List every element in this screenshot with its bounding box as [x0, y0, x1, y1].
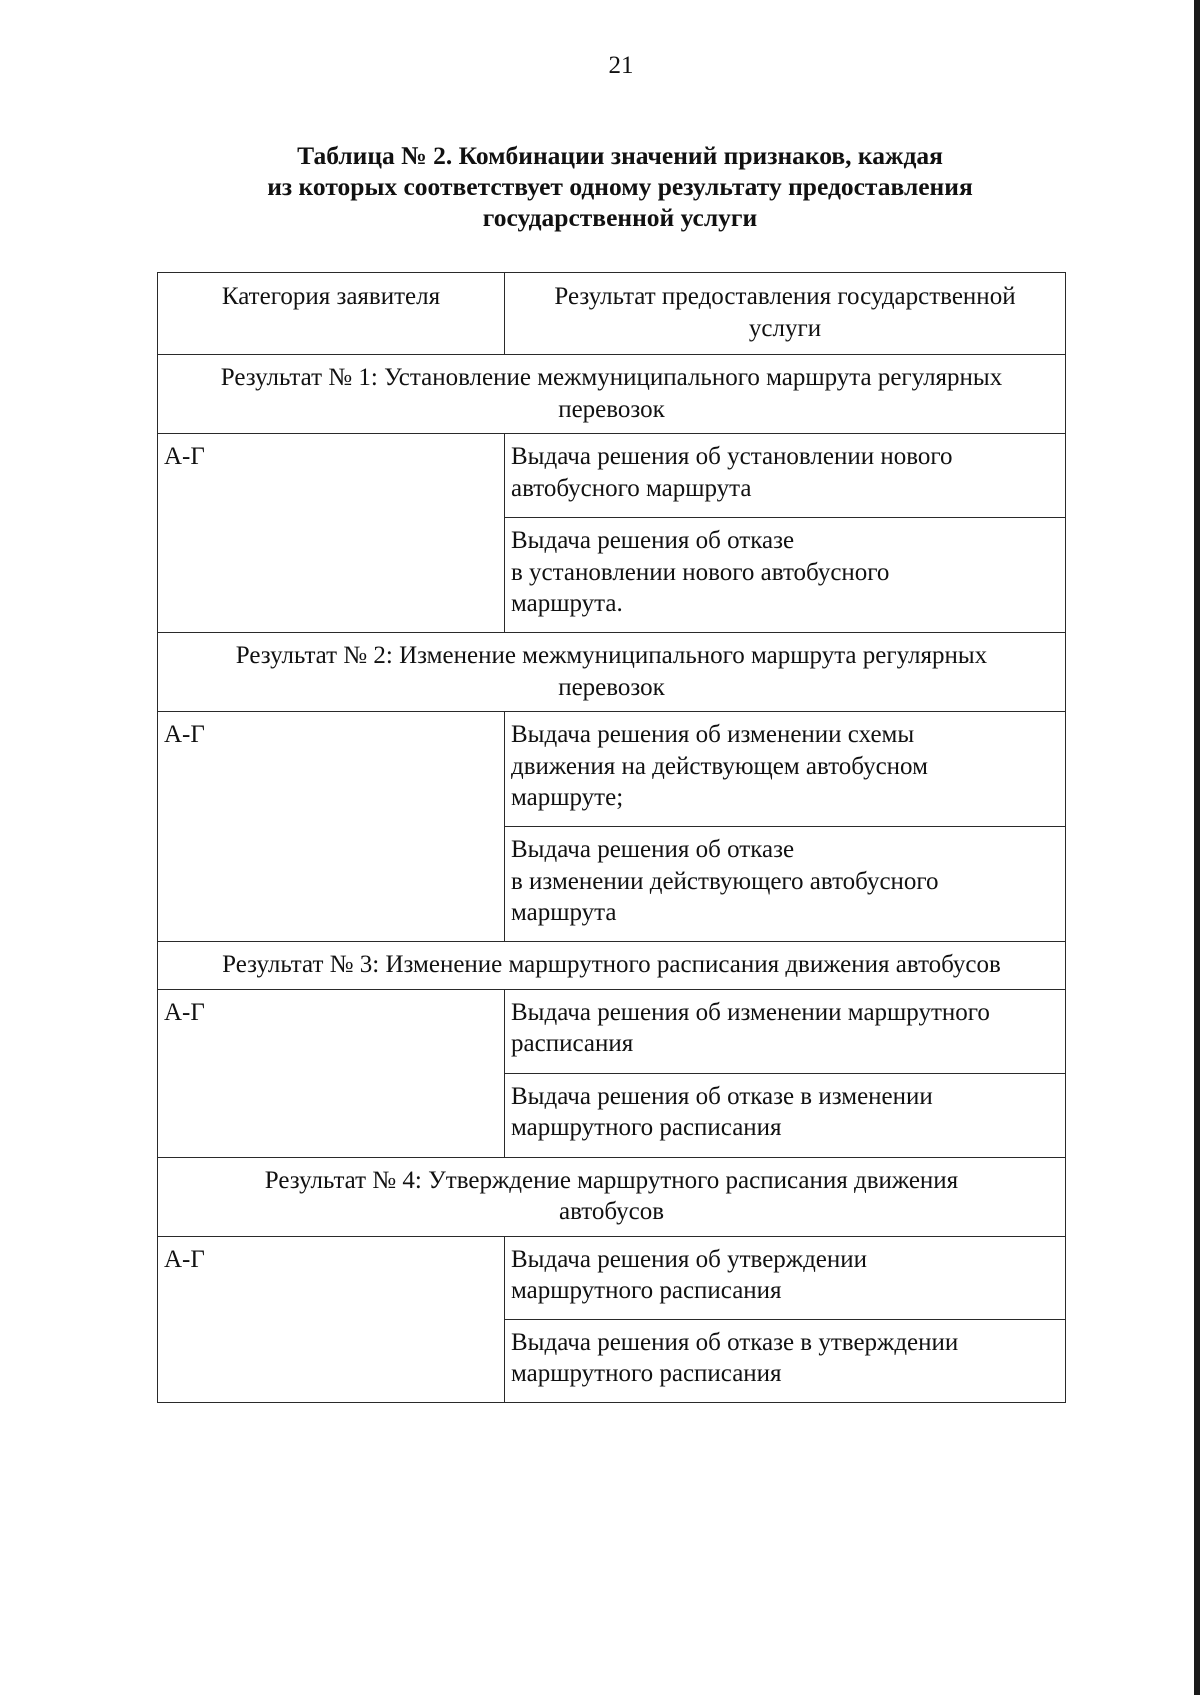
result-line: маршрута	[511, 899, 617, 926]
group-title-cell	[158, 633, 1066, 712]
result-line: Выдача решения об изменении схемы	[511, 721, 915, 748]
result-line: Выдача решения об отказе в изменении	[511, 1082, 933, 1110]
group-title-line: Результат № 3: Изменение маршрутного расписания движения автобусов	[222, 951, 1001, 978]
group-title-line: автобусов	[558, 1198, 665, 1225]
result-line: Выдача решения об изменении маршрутного	[511, 998, 990, 1026]
result-line: маршрутного расписания	[511, 1277, 782, 1304]
table-row	[158, 434, 1066, 518]
result-cell	[505, 434, 1066, 518]
group-title-cell	[158, 942, 1066, 990]
group-title-line: перевозок	[558, 395, 665, 423]
result-line: маршруте;	[511, 784, 624, 811]
table-title-line: государственной услуги	[482, 203, 758, 232]
result-line: Выдача решения об отказе в утверждении	[511, 1328, 959, 1356]
header-result-cell	[505, 273, 1066, 355]
result-cell	[505, 989, 1066, 1073]
result-cell	[505, 1236, 1066, 1319]
table-title-line: из которых соответствует одному результату предоставления	[267, 172, 973, 201]
result-line: Выдача решения об отказе	[511, 527, 795, 554]
result-cell	[505, 1073, 1066, 1157]
group-title-cell	[158, 1157, 1066, 1236]
scan-page-edge	[1194, 0, 1200, 1695]
result-line: в установлении нового автобусного	[511, 558, 890, 586]
result-cell	[505, 518, 1066, 633]
result-line: маршрутного расписания	[511, 1360, 782, 1387]
result-line: Выдача решения об отказе	[511, 836, 795, 863]
group-title-line: перевозок	[558, 673, 665, 701]
group-title-row	[158, 942, 1066, 990]
applicant-category-cell: А-Г	[158, 434, 505, 633]
result-line: в изменении действующего автобусного	[511, 867, 939, 895]
result-line: маршрутного расписания	[511, 1114, 782, 1141]
group-title-line: Результат № 2: Изменение межмуниципального маршрута регулярных	[235, 642, 988, 669]
group-title-row	[158, 1157, 1066, 1236]
applicant-category-cell: А-Г	[158, 712, 505, 942]
table-title-line: Таблица № 2. Комбинации значений признаков, каждая	[297, 141, 943, 170]
table-title	[180, 140, 1060, 233]
applicant-category-cell: А-Г	[158, 1236, 505, 1402]
result-cell	[505, 712, 1066, 827]
result-cell	[505, 827, 1066, 942]
group-title-line: Результат № 1: Установление межмуниципального маршрута регулярных	[220, 364, 1003, 391]
result-cell	[505, 1319, 1066, 1402]
result-line: движения на действующем автобусном	[511, 752, 928, 780]
header-result-label-line: Результат предоставления государственной	[554, 283, 1016, 310]
group-title-line: Результат № 4: Утверждение маршрутного расписания движения	[264, 1166, 959, 1194]
header-category-label: Категория заявителя	[221, 283, 441, 310]
result-line: расписания	[511, 1030, 634, 1057]
table-row	[158, 1236, 1066, 1319]
applicant-category-cell: А-Г	[158, 989, 505, 1157]
result-line: маршрута.	[511, 590, 623, 617]
result-line: Выдача решения об утверждении	[511, 1245, 868, 1273]
group-title-row	[158, 355, 1066, 434]
group-title-cell	[158, 355, 1066, 434]
table-header-row	[158, 273, 1066, 355]
header-category-cell	[158, 273, 505, 355]
results-table	[157, 272, 1066, 1403]
header-result-label-line: услуги	[748, 314, 822, 342]
table-row	[158, 989, 1066, 1073]
result-line: Выдача решения об установлении нового	[511, 443, 953, 470]
page-number: 21	[608, 52, 634, 79]
result-line: автобусного маршрута	[511, 474, 752, 502]
table-row	[158, 712, 1066, 827]
group-title-row	[158, 633, 1066, 712]
